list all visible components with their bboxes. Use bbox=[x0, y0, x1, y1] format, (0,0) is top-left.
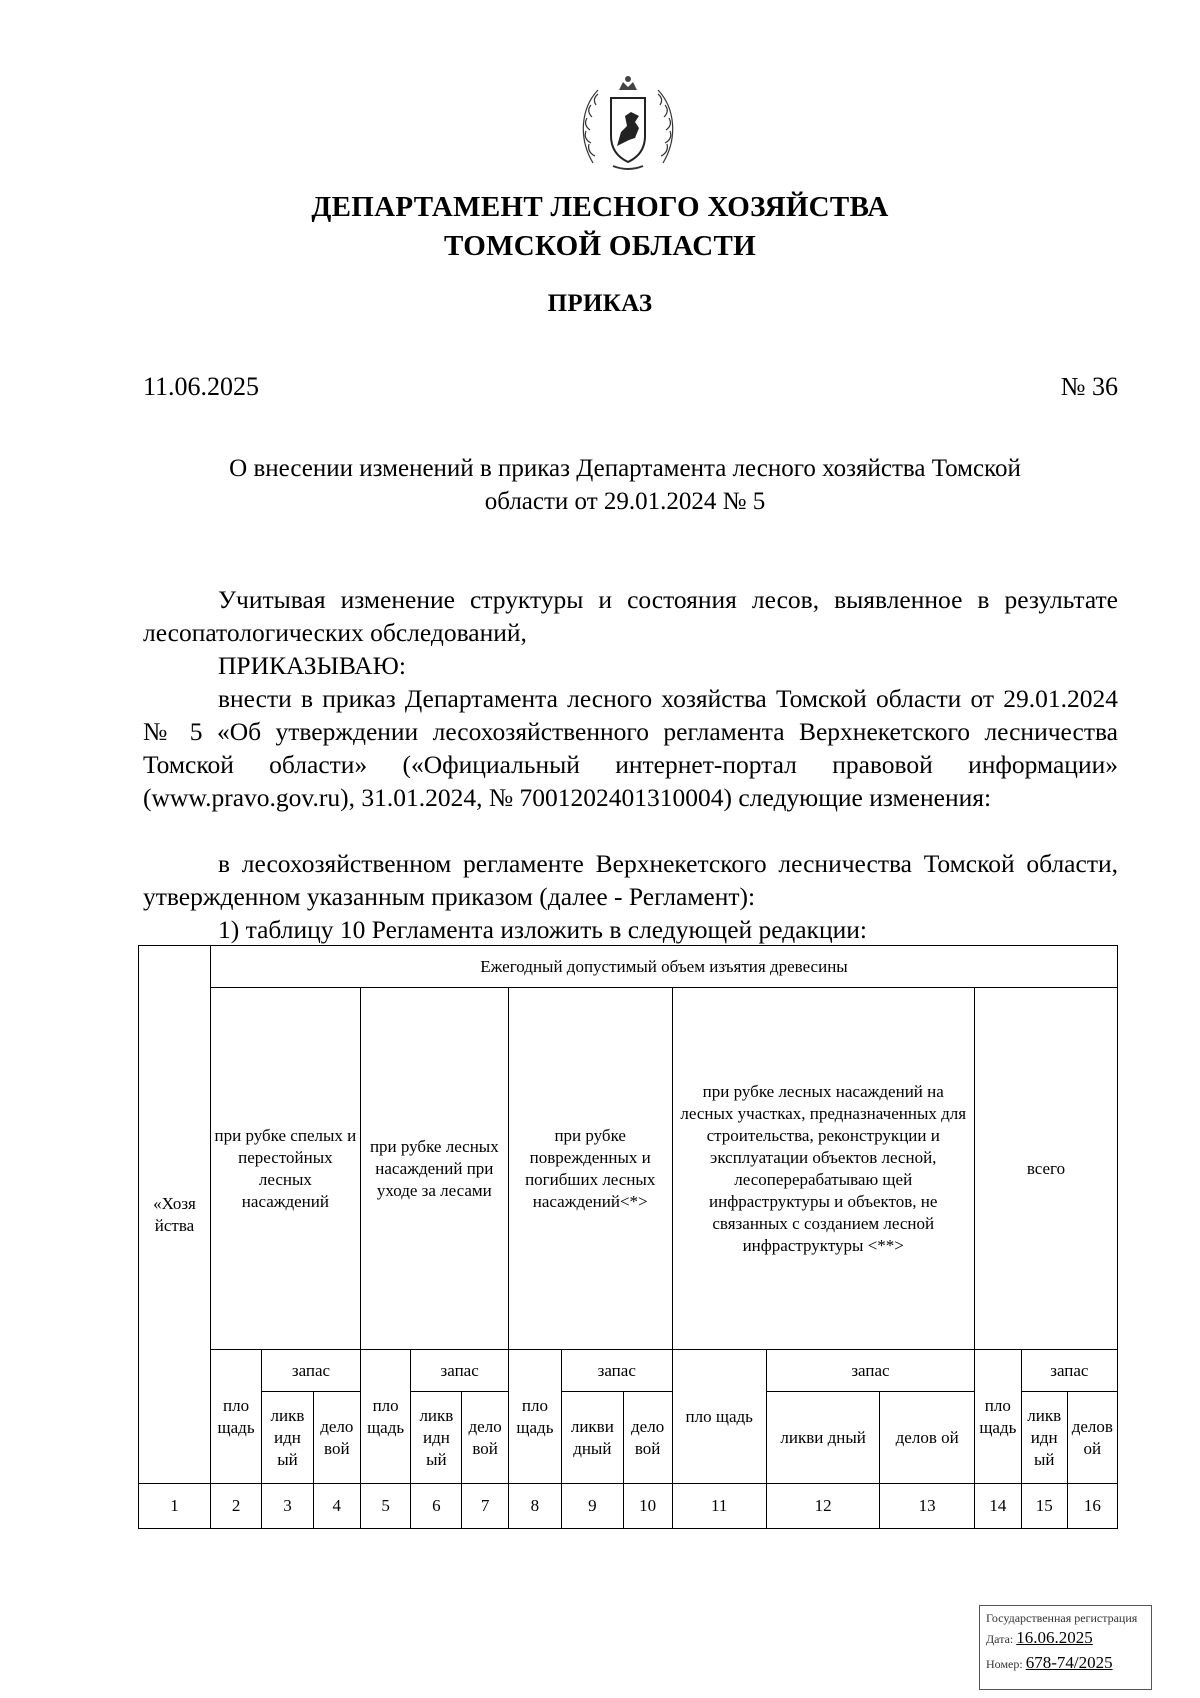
column-number: 7 bbox=[462, 1484, 509, 1529]
header-stock: запас bbox=[1021, 1350, 1117, 1392]
header-group-care: при рубке лесных насаждений при уходе за лесами bbox=[360, 988, 508, 1350]
header-stock: запас bbox=[561, 1350, 672, 1392]
column-number: 5 bbox=[360, 1484, 411, 1529]
department-title-line2: ТОМСКОЙ ОБЛАСТИ bbox=[444, 230, 756, 262]
column-number: 12 bbox=[766, 1484, 879, 1529]
paragraph-item-1: 1) таблицу 10 Регламента изложить в следующей редакции: bbox=[218, 915, 867, 944]
paragraph-amendment: внести в приказ Департамента лесного хозяйства Томской области от 29.01.2024 № 5 «Об утверждении лесохозяйственного регламента Верхнекетского лесничества Томской области» («Официальный интернет-портал правовой информации» (www.pravo.gov.ru), 31.01.2024, № 7001202401310004) следующие изменения: bbox=[143, 684, 1118, 812]
paragraph-preamble: Учитывая изменение структуры и состояния лесов, выявленное в результате лесопатологических обследований, bbox=[143, 585, 1118, 647]
header-stock: запас bbox=[411, 1350, 508, 1392]
header-area: пло щадь bbox=[508, 1350, 561, 1484]
header-business: дело вой bbox=[462, 1392, 509, 1484]
header-area: пло щадь bbox=[211, 1350, 262, 1484]
stamp-date-label: Дата: bbox=[986, 1632, 1014, 1646]
column-number: 4 bbox=[313, 1484, 360, 1529]
header-liquid: ликв идн ый bbox=[1021, 1392, 1067, 1484]
column-number: 8 bbox=[508, 1484, 561, 1529]
department-title-line1: ДЕПАРТАМЕНТ ЛЕСНОГО ХОЗЯЙСТВА bbox=[311, 191, 889, 223]
column-number: 16 bbox=[1067, 1484, 1117, 1529]
header-area: пло щадь bbox=[974, 1350, 1021, 1484]
order-number: № 36 bbox=[1060, 372, 1118, 401]
document-type-title: ПРИКАЗ bbox=[547, 290, 653, 317]
column-number: 13 bbox=[880, 1484, 975, 1529]
column-number: 15 bbox=[1021, 1484, 1067, 1529]
header-business: дело вой bbox=[623, 1392, 672, 1484]
paragraph-order-word: ПРИКАЗЫВАЮ: bbox=[218, 651, 406, 680]
header-business: делов ой bbox=[880, 1392, 975, 1484]
header-group-construction: при рубке лесных насаждений на лесных участках, предназначенных для строительства, реконструкции и эксплуатации объектов лесной, лесоперерабатываю щей инфраструктуры и объектов, не связанных с созданием лесной инфраструктуры <**> bbox=[672, 988, 974, 1350]
header-area: пло щадь bbox=[672, 1350, 766, 1484]
registration-stamp bbox=[979, 1605, 1152, 1690]
header-business: делов ой bbox=[1067, 1392, 1117, 1484]
header-group-total: всего bbox=[974, 988, 1117, 1350]
stamp-number-value: 678-74/2025 bbox=[1025, 1653, 1113, 1672]
order-date: 11.06.2025 bbox=[143, 372, 260, 401]
header-liquid: ликви дный bbox=[766, 1392, 879, 1484]
subject-line2: области от 29.01.2024 № 5 bbox=[484, 488, 766, 515]
header-annual-volume: Ежегодный допустимый объем изъятия древесины bbox=[211, 946, 1118, 988]
header-group-damaged: при рубке поврежденных и погибших лесных насаждений<*> bbox=[508, 988, 672, 1350]
column-number: 1 bbox=[139, 1484, 211, 1529]
header-liquid: ликв идн ый bbox=[411, 1392, 462, 1484]
header-stock: запас bbox=[766, 1350, 974, 1392]
column-number: 10 bbox=[623, 1484, 672, 1529]
column-number: 2 bbox=[211, 1484, 262, 1529]
wood-harvest-table bbox=[138, 945, 1118, 1529]
column-number: 14 bbox=[974, 1484, 1021, 1529]
header-liquid: ликви дный bbox=[561, 1392, 623, 1484]
order-subject bbox=[150, 452, 1100, 518]
header-business: дело вой bbox=[313, 1392, 360, 1484]
column-number: 11 bbox=[672, 1484, 766, 1529]
header-area: пло щадь bbox=[360, 1350, 411, 1484]
column-number: 3 bbox=[262, 1484, 314, 1529]
stamp-date-value: 16.06.2025 bbox=[1016, 1628, 1093, 1647]
header-group-mature: при рубке спелых и перестойных лесных насаждений bbox=[211, 988, 361, 1350]
column-number: 9 bbox=[561, 1484, 623, 1529]
header-farms: «Хозя йства bbox=[139, 946, 211, 1484]
stamp-number-label: Номер: bbox=[986, 1657, 1023, 1671]
subject-line1: О внесении изменений в приказ Департамента лесного хозяйства Томской bbox=[229, 455, 1021, 482]
paragraph-regulation: в лесохозяйственном регламенте Верхнекетского лесничества Томской области, утвержденном указанным приказом (далее - Регламент): bbox=[143, 849, 1118, 911]
header-liquid: ликв идн ый bbox=[262, 1392, 314, 1484]
header-stock: запас bbox=[262, 1350, 361, 1392]
stamp-title: Государственная регистрация bbox=[986, 1611, 1138, 1625]
coat-of-arms-emblem bbox=[573, 68, 683, 178]
column-number: 6 bbox=[411, 1484, 462, 1529]
